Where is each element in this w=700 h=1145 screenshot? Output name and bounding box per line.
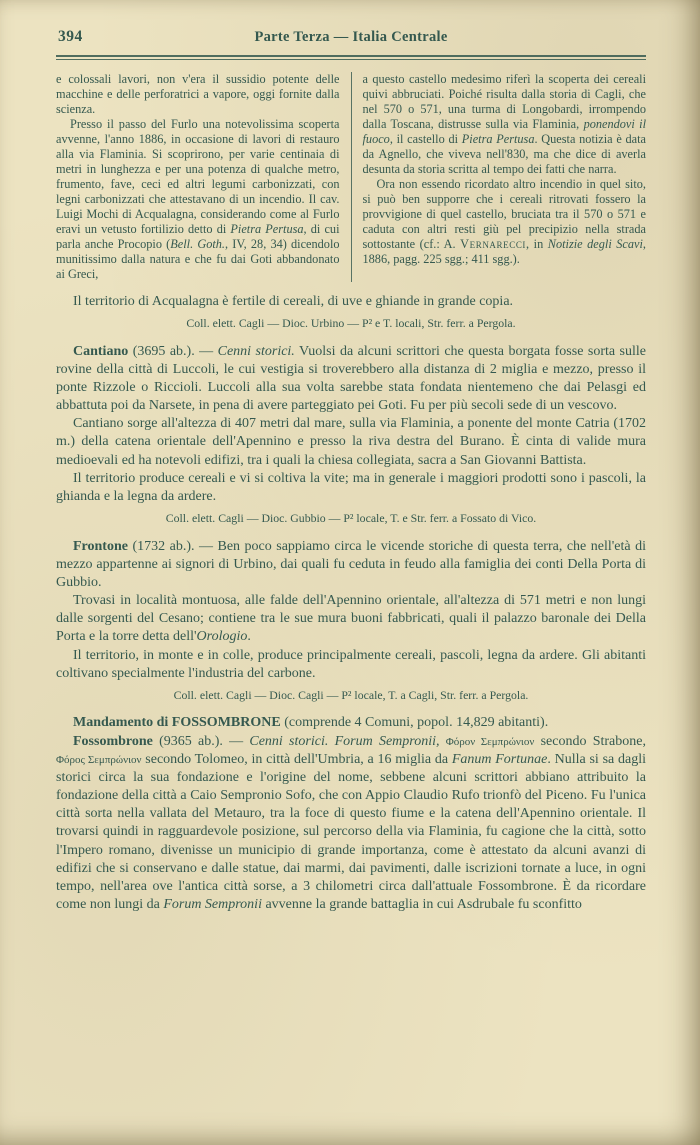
paragraph: Il territorio produce cereali e vi si coltiva la vite; ma in generale i maggiori prodotti sono i pascoli, la ghianda e la legna da ardere.	[56, 470, 646, 505]
paragraph: Cantiano (3695 ab.). — Cenni storici. Vuolsi da alcuni scrittori che questa borgata fosse sorta sulle rovine della città di Luccoli, le cui vestigia si troverebbero alla distanza di 2 miglia e mezzo, presso il ponte Rizzole o Riccioli. Luccoli alla sua volta sarebbe stata fondata nientemeno che dai Pelasgi ed abbattuta poi da Narsete, in pena di avere parteggiato pei Goti. Fu per più secoli sede di un vescovo.	[56, 343, 646, 414]
page-number: 394	[58, 28, 83, 45]
paragraph: Presso il passo del Furlo una notevolissima scoperta avvenne, l'anno 1886, in occasione di lavori di restauro alla via Flaminia. Si scoprirono, per varie centinaia di metri in lunghezza e per una potenza di qualche metro, frumento, fave, ceci ed altri legumi carbonizzati, con legni carbonizzati che attestavano di un incendio. Il cav. Luigi Mochi di Acqualagna, considerando come al Furlo eravi un vetusto fortilizio detto di Pietra Pertusa, di cui parla anche Procopio (Bell. Goth., IV, 28, 34) dicendolo munitissimo dalla natura e che fu dai Goti abbandonato ai Greci,	[56, 117, 340, 281]
collegio-line: Coll. elett. Cagli — Dioc. Cagli — P² locale, T. a Cagli, Str. ferr. a Pergola.	[173, 688, 529, 703]
paragraph: Il territorio, in monte e in colle, produce principalmente cereali, pascoli, legna da ardere. Gli abitanti coltivano specialmente l'industria del carbone.	[56, 647, 646, 681]
collegio-line: Coll. elett. Cagli — Dioc. Urbino — P² e T. locali, Str. ferr. a Pergola.	[186, 316, 516, 331]
header-rule	[56, 55, 646, 60]
column-divider	[351, 72, 352, 282]
main-text	[56, 293, 646, 914]
paragraph: e colossali lavori, non v'era il sussidio potente delle macchine e delle perforatrici a vapore, oggi fornite dalla scienza.	[56, 72, 340, 116]
paragraph: Fossombrone (9365 ab.). — Cenni storici. Forum Sempronii, Φόρον Σεμπρώνιον secondo Strabone, Φόρος Σεμπρώνιον secondo Tolomeo, in città dell'Umbria, a 16 miglia da Fanum Fortunae. Nulla si sa dagli storici circa la sua fondazione e l'origine del nome, sebbene alcuni scrittori abbiano attribuito la fondazione della città a Caio Sempronio Sofo, che con Appio Claudio Rufo trionfò del Piceno. Fu l'unica città sorta nella vallata del Metauro, tra la foce di questo fiume e la catena dell'Apennino orientale. Il trovarsi quindi in ragguardevole posizione, sul percorso della via Flaminia, fu cagione che la città, sotto l'Impero romano, divenisse un municipio di grande importanza, come è attestato da alcuni avanzi di edifizi che si conservano e dalle statue, dai marmi, dai pavimenti, dalle iscrizioni tornate a luce, in ogni tempo, nell'area ove l'antica città sorse, a 3 chilometri circa dall'attuale Fossombrone. È da ricordare come non lungi da Forum Sempronii avvenne la grande battaglia in cui Asdrubale fu sconfitto	[56, 733, 646, 913]
page-header	[56, 28, 646, 48]
running-title: Parte Terza — Italia Centrale	[254, 29, 448, 45]
paragraph: a questo castello medesimo riferì la scoperta dei cereali quivi abbruciati. Poiché risulta dalla storia di Cagli, che nel 570 o 571, una turma di Longobardi, irrompendo dalla Toscana, distrusse sulla via Flaminia, ponendovi il fuoco, il castello di Pietra Pertusa. Questa notizia è data da Agnello, che viveva nell'830, ma che dice di averla desunta da storia scritta al tempo dei fatti che narra.	[362, 72, 647, 176]
collegio-line: Coll. elett. Cagli — Dioc. Gubbio — P² locale, T. e Str. ferr. a Fossato di Vico.	[165, 511, 537, 526]
paragraph: Il territorio di Acqualagna è fertile di cereali, di uve e ghiande in grande copia.	[73, 294, 514, 309]
paragraph: Mandamento di FOSSOMBRONE (comprende 4 Comuni, popol. 14,829 abitanti).	[73, 715, 549, 731]
paragraph: Trovasi in località montuosa, alle falde dell'Apennino orientale, all'altezza di 571 metri e non lungi dalle sorgenti del Cesano; contiene tra le sue mura buoni fabbricati, quali il palazzo baronale dei Della Porta e la torre detta dell'Orologio.	[56, 593, 646, 645]
paragraph: Cantiano sorge all'altezza di 407 metri dal mare, sulla via Flaminia, a ponente del monte Catria (1702 m.) della catena orientale dell'Apennino e presso la riva destra del Burano. È cinta di valide mura medioevali ed ha notevoli edifizi, tra i quali la chiesa collegiata, sacra a San Giovanni Battista.	[56, 416, 646, 468]
paragraph: Frontone (1732 ab.). — Ben poco sappiamo circa le vicende storiche di questa terra, che nell'età di mezzo appartenne ai signori di Urbino, dai quali fu ceduta in feudo alla famiglia dei conti Della Porta di Gubbio.	[56, 538, 646, 590]
left-column	[56, 72, 351, 282]
right-column	[352, 72, 647, 282]
two-column-block	[56, 72, 646, 282]
paragraph: Ora non essendo ricordato altro incendio in quel sito, si può ben supporre che i cereali ritrovati fossero la provvigione di quel castello, bruciata tra il 570 o 571 e caduta con altri resti giù pel precipizio nella strada sottostante (cf.: A. Vernarecci, in Notizie degli Scavi, 1886, pagg. 225 sgg.; 411 sgg.).	[362, 177, 646, 266]
